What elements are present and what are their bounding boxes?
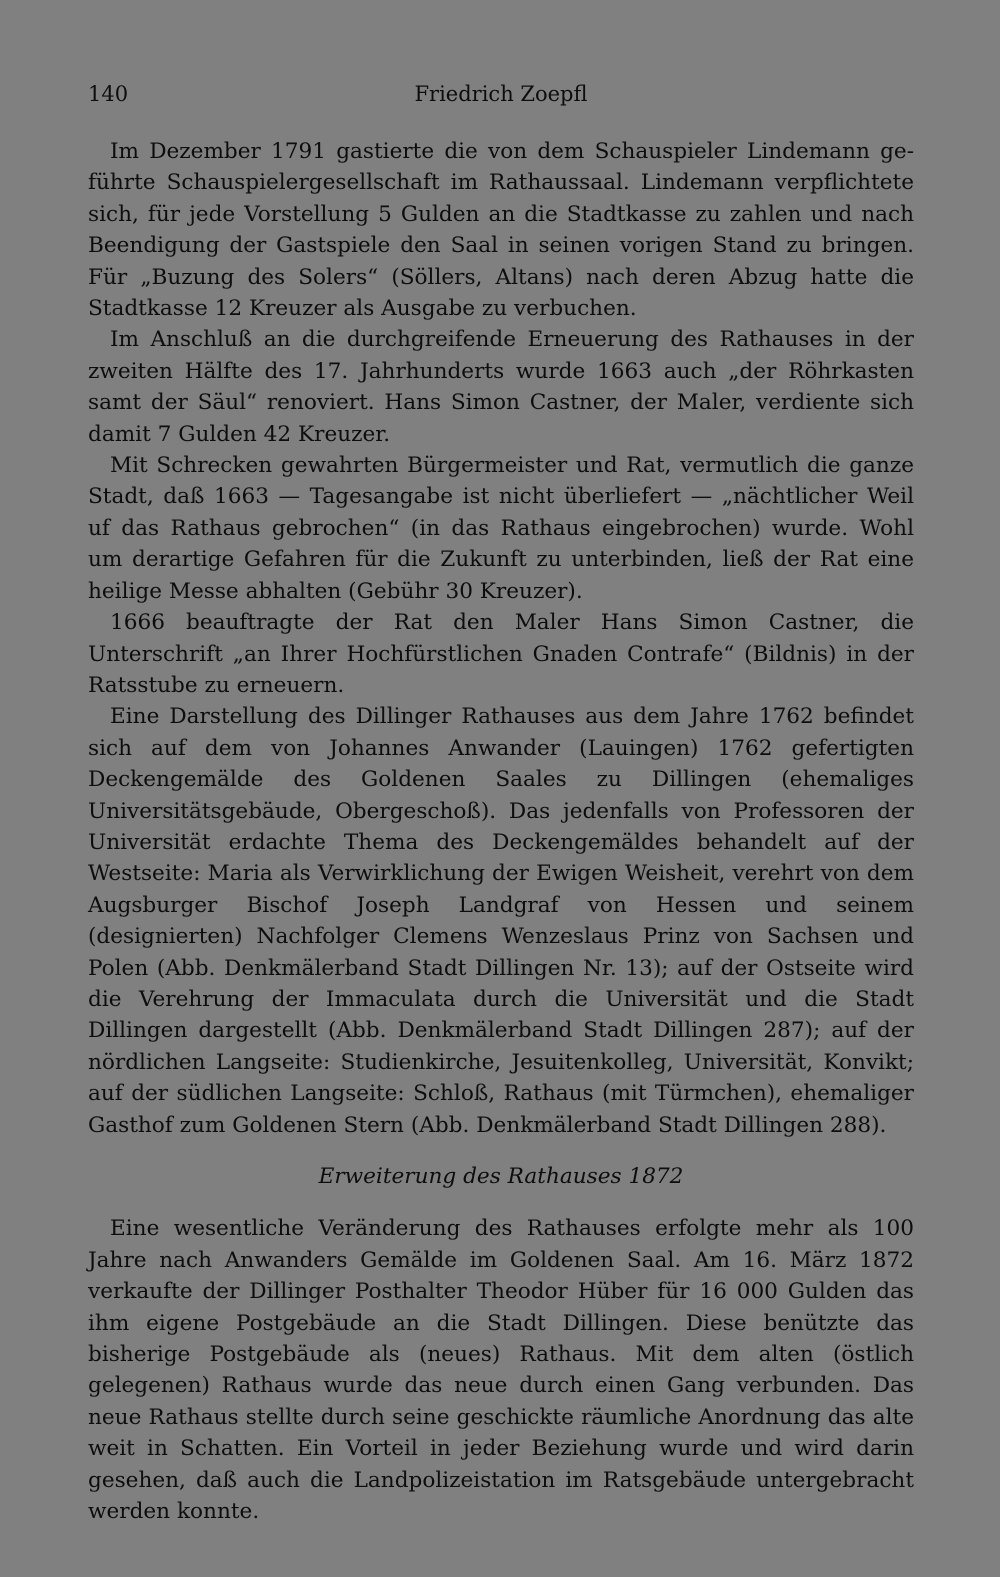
paragraph: Eine Darstellung des Dillinger Rathauses aus dem Jahre 1762 befindet sich auf dem von Johannes Anwander (Lauingen) 1762 gefertigten Deckengemälde des Goldenen Saales zu Dillingen (ehemaliges Universitätsgebäude, Obergeschoß). Das jedenfalls von Professoren der Universität erdachte Thema des Deckengemäldes behandelt auf der Westseite: Maria als Verwirklichung der Ewigen Weisheit, verehrt von dem Augsburger Bischof Joseph Landgraf von Hessen und seinem (designierten) Nachfolger Clemens Wenzeslaus Prinz von Sachsen und Polen (Abb. Denkmälerband Stadt Dillingen Nr. 13); auf der Ostseite wird die Verehrung der Immaculata durch die Universität und die Stadt Dillingen dargestellt (Abb. Denkmälerband Stadt Dillingen 287); auf der nördlichen Langseite: Studienkirche, Jesuitenkolleg, Universität, Konvikt; auf der südlichen Langseite: Schloß, Rathaus (mit Türmchen), ehemaliger Gasthof zum Goldenen Stern (Abb. Denkmälerband Stadt Dillingen 288). — [88, 704, 914, 1138]
running-title-author: Friedrich Zoepfl — [414, 82, 588, 106]
page-number: 140 — [88, 82, 129, 106]
paragraph: 1666 beauftragte der Rat den Maler Hans Simon Castner, die Unterschrift „an Ihrer Hochfürstlichen Gnaden Contrafe“ (Bildnis) in der Ratsstube zu erneuern. — [88, 610, 914, 698]
paragraph: Eine wesentliche Veränderung des Rathauses erfolgte mehr als 100 Jahre nach Anwanders Gemälde im Goldenen Saal. Am 16. März 1872 verkaufte der Dillinger Posthalter Theodor Hüber für 16 000 Gulden das ihm eigene Postgebäude an die Stadt Dillingen. Diese benützte das bisherige Postgebäude als (neues) Rathaus. Mit dem alten (östlich gelegenen) Rathaus wurde das neue durch einen Gang verbunden. Das neue Rathaus stellte durch seine geschickte räumliche Anordnung das alte weit in Schatten. Ein Vorteil in jeder Beziehung wurde und wird darin gesehen, daß auch die Landpolizeistation im Ratsgebäude untergebracht werden konnte. — [88, 1216, 914, 1525]
book-page — [88, 72, 914, 1527]
paragraph: Im Anschluß an die durchgreifende Erneuerung des Rathauses in der zweiten Hälfte des 17. Jahrhunderts wurde 1663 auch „der Röhrkasten samt der Säul“ renoviert. Hans Simon Castner, der Maler, verdiente sich damit 7 Gulden 42 Kreuzer. — [88, 327, 914, 447]
body-text — [88, 136, 914, 1527]
paragraph: Mit Schrecken gewahrten Bürgermeister und Rat, vermutlich die ganze Stadt, daß 1663 — Tagesangabe ist nicht überliefert — „nächtlicher Weil uf das Rathaus gebrochen“ (in das Rathaus eingebrochen) wurde. Wohl um derartige Gefahren für die Zukunft zu unterbinden, ließ der Rat eine heilige Messe abhalten (Gebühr 30 Kreuzer). — [88, 453, 914, 604]
section-heading: Erweiterung des Rathauses 1872 — [318, 1164, 684, 1189]
running-head — [88, 72, 914, 116]
paragraph: Im Dezember 1791 gastierte die von dem Schauspieler Lindemann geführte Schauspielergesellschaft im Rathaussaal. Lindemann verpflichtete sich, für jede Vorstellung 5 Gulden an die Stadtkasse zu zahlen und nach Beendigung der Gastspiele den Saal in seinen vorigen Stand zu bringen. Für „Buzung des Solers“ (Söllers, Altans) nach deren Abzug hatte die Stadtkasse 12 Kreuzer als Ausgabe zu verbuchen. — [88, 139, 914, 322]
